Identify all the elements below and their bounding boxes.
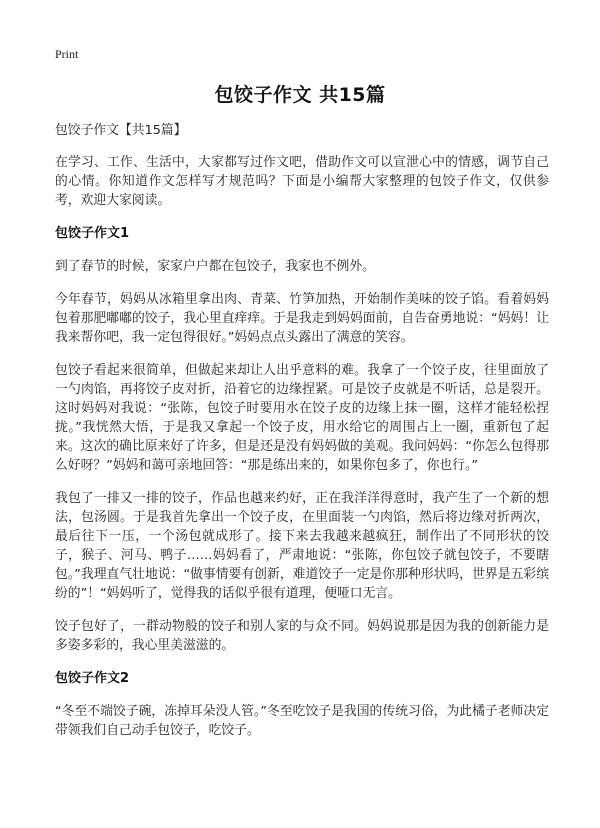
section-paragraph: 我包了一排又一排的饺子，作品也越来约好，正在我洋洋得意时，我产生了一个新的想法，包汤圆。于是我首先拿出一个饺子皮，在里面装一勺肉馅，然后将边缘对折两次，最后往下一压，一个汤包就成形了。接下来去我越来越疯狂，制作出了不同形状的饺子，猴子、河马、鸭子……妈妈看了，严肃地说：“张陈，你包饺子就包饺子，不要瞎包。”我理直气壮地说：“做事情要有创新，难道饺子一定是你那种形状吗，世界是五彩缤纷的”！“妈妈听了，觉得我的话似乎很有道理，便哑口无言。	[55, 491, 549, 601]
document-title: 包饺子作文 共15篇	[214, 84, 386, 106]
section-paragraph: 到了春节的时候，家家户户都在包饺子，我家也不例外。	[55, 259, 375, 274]
section-paragraph: 饺子包好了，一群动物般的饺子和别人家的与众不同。妈妈说那是因为我的创新能力是多姿多彩的，我心里美滋滋的。	[55, 619, 549, 653]
section-paragraph: 包饺子看起来很简单，但做起来却让人出乎意料的难。我拿了一个饺子皮，往里面放了一勺肉馅，再将饺子皮对折，沿着它的边缘捏紧。可是饺子皮就是不听话，总是裂开。这时妈妈对我说：“张陈，包饺子时要用水在饺子皮的边缘上抹一圈，这样才能轻松捏拢。”我恍然大悟，于是我又拿起一个饺子皮，用水给它的周围占上一圈，重新包了起来。这次的确比原来好了许多，但是还是没有妈妈做的美观。我问妈妈：“你怎么包得那么好呀？”妈妈和蔼可亲地回答：“那是练出来的，如果你包多了，你也行。”	[55, 363, 549, 473]
section-paragraph: 今年春节，妈妈从冰箱里拿出肉、青菜、竹笋加热，开始制作美味的饺子馅。看着妈妈包着那肥嘟嘟的饺子，我心里直痒痒。于是我走到妈妈面前，自告奋勇地说：“妈妈！让我来帮你吧，我一定包得很好。”妈妈点点头露出了满意的笑容。	[55, 292, 549, 345]
section-heading: 包饺子作文2	[55, 671, 130, 686]
section-heading: 包饺子作文1	[55, 226, 130, 241]
document-subtitle: 包饺子作文【共15篇】	[55, 123, 187, 138]
print-link[interactable]: Print	[55, 47, 79, 61]
intro-paragraph: 在学习、工作、生活中，大家都写过作文吧，借助作文可以宣泄心中的情感，调节自己的心情。你知道作文怎样写才规范吗？下面是小编帮大家整理的包饺子作文，仅供参考，欢迎大家阅读。	[55, 155, 549, 208]
section-paragraph: “冬至不端饺子碗，冻掉耳朵没人管。”冬至吃饺子是我国的传统习俗，为此橘子老师决定带领我们自己动手包饺子，吃饺子。	[55, 704, 549, 738]
document-body	[55, 121, 549, 754]
